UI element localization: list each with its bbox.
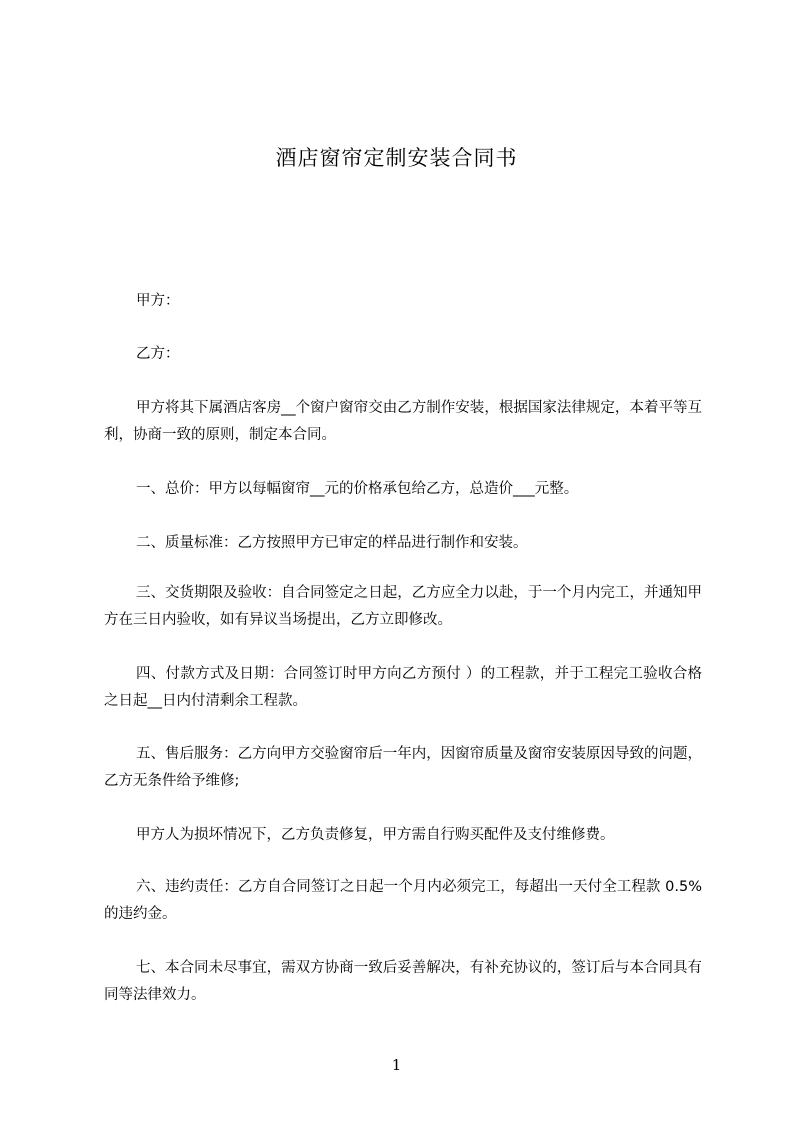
party-a-line: 甲方： [136, 293, 180, 309]
clause-supplementary: 七、本合同未尽事宜，需双方协商一致后妥善解决，有补充协议的，签订后与本合同具有同等法律效力。 [104, 960, 702, 1003]
clause-payment: 四、付款方式及日期：合同签订时甲方向乙方预付 ）的工程款，并于工程完工验收合格之日起__日内付清剩余工程款。 [104, 666, 702, 709]
clause-delivery-acceptance: 三、交货期限及验收：自合同签定之日起，乙方应全力以赴，于一个月内完工，并通知甲方在三日内验收，如有异议当场提出，乙方立即修改。 [104, 585, 702, 628]
page-number: 1 [391, 1056, 402, 1074]
clause-quality-standard: 二、质量标准：乙方按照甲方已审定的样品进行制作和安装。 [136, 535, 528, 551]
clause-after-sales: 五、售后服务：乙方向甲方交验窗帘后一年内，因窗帘质量及窗帘安装原因导致的问题，乙方无条件给予维修; [104, 746, 702, 789]
clause-after-sales-damage: 甲方人为损坏情况下，乙方负责修复，甲方需自行购买配件及支付维修费。 [136, 827, 615, 843]
intro-paragraph: 甲方将其下属酒店客房__个窗户窗帘交由乙方制作安装，根据国家法律规定，本着平等互利，协商一致的原则，制定本合同。 [104, 400, 702, 443]
party-b-line: 乙方： [136, 346, 180, 362]
clause-total-price: 一、总价：甲方以每幅窗帘__元的价格承包给乙方，总造价___元整。 [136, 481, 579, 497]
document-title: 酒店窗帘定制安装合同书 [275, 146, 518, 170]
clause-breach-liability: 六、违约责任：乙方自合同签订之日起一个月内必须完工，每超出一天付全工程款 0.5%的违约金。 [104, 879, 702, 922]
